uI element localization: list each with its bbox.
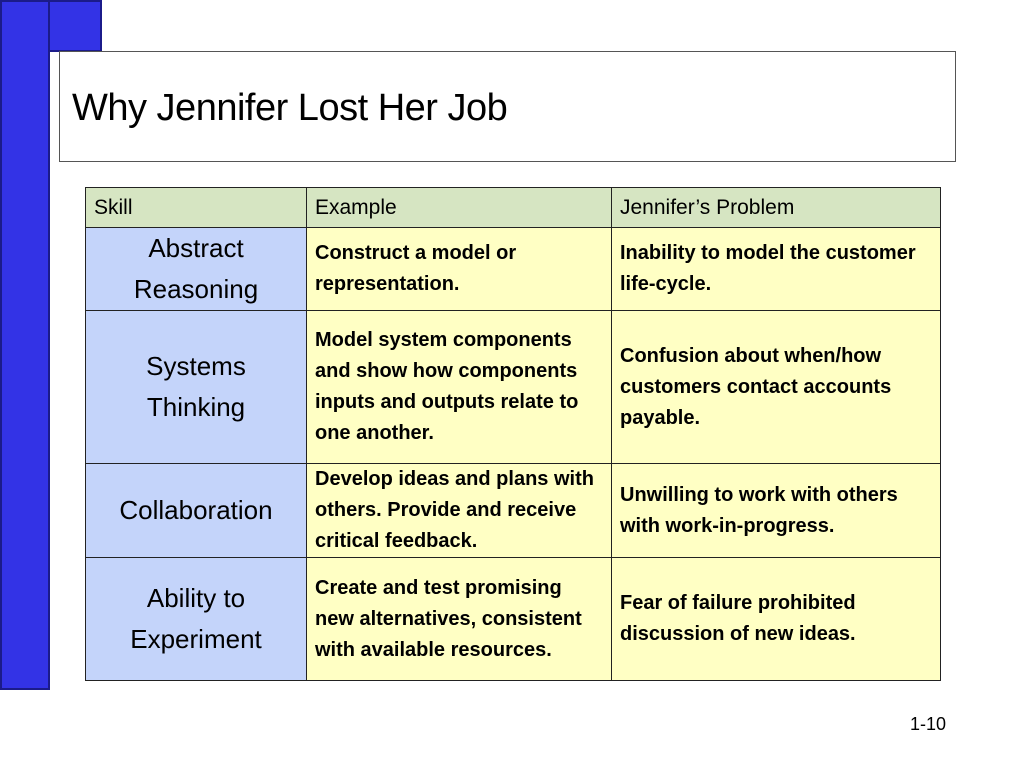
example-cell: Construct a model or representation. [307, 228, 612, 311]
example-cell: Model system components and show how components inputs and outputs relate to one another. [307, 311, 612, 464]
skills-table [85, 187, 941, 681]
table-row [86, 464, 941, 558]
title-box [59, 51, 956, 162]
header-example: Example [307, 188, 612, 228]
header-problem: Jennifer’s Problem [612, 188, 941, 228]
problem-cell: Fear of failure prohibited discussion of new ideas. [612, 558, 941, 681]
example-cell: Develop ideas and plans with others. Provide and receive critical feedback. [307, 464, 612, 558]
table-row [86, 228, 941, 311]
problem-cell: Inability to model the customer life-cycle. [612, 228, 941, 311]
skill-cell: Abstract Reasoning [86, 228, 307, 311]
problem-cell: Confusion about when/how customers contact accounts payable. [612, 311, 941, 464]
skill-cell: Collaboration [86, 464, 307, 558]
header-skill: Skill [86, 188, 307, 228]
table-row [86, 558, 941, 681]
accent-bar-left [0, 0, 50, 690]
page-number: 1-10 [909, 714, 946, 734]
skill-cell: Ability to Experiment [86, 558, 307, 681]
table-header-row [86, 188, 941, 228]
table-row [86, 311, 941, 464]
problem-cell: Unwilling to work with others with work-in-progress. [612, 464, 941, 558]
skill-cell: Systems Thinking [86, 311, 307, 464]
example-cell: Create and test promising new alternatives, consistent with available resources. [307, 558, 612, 681]
slide-title: Why Jennifer Lost Her Job [72, 87, 508, 129]
